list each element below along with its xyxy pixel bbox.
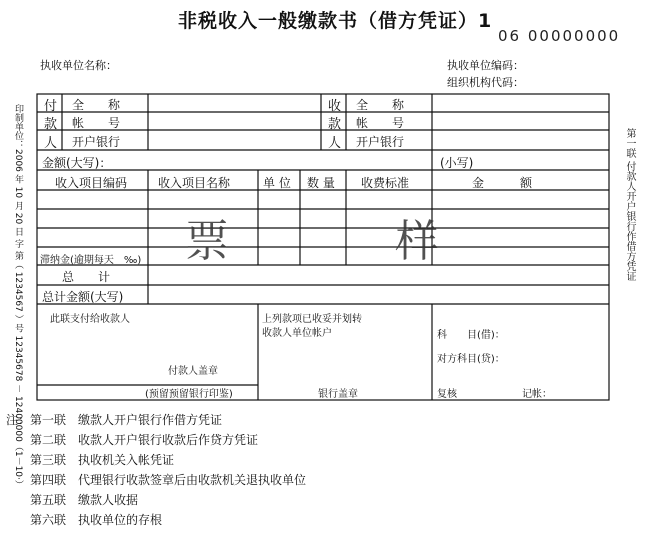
serial-number: 06 00000000 — [498, 27, 621, 45]
note-line: 第五联 缴款人收据 — [6, 493, 139, 507]
printer-info-text: 印制单位：2006 年 10 月 20 日 字 第（ 1234567 ）号 12345678 － 12400000（1－10·） — [13, 104, 23, 489]
sample-stamp-right: 样 — [395, 216, 439, 267]
col-header-amount: 金 额 — [472, 176, 533, 190]
payer-side-label-2: 款 — [44, 117, 58, 132]
bookkeeper-label: 记帐： — [522, 389, 552, 400]
col-header-quantity: 数 量 — [307, 176, 335, 190]
payee-account-label: 帐 号 — [356, 116, 405, 130]
payee-side-label-1: 收 — [328, 99, 342, 114]
amount-lower-label: (小写) — [440, 156, 474, 170]
col-header-item-code: 收入项目编码 — [55, 176, 128, 190]
payer-side-label-1: 付 — [44, 99, 58, 114]
collecting-unit-code-label: 执收单位编码： — [447, 59, 524, 72]
total-label: 总 计 — [62, 270, 111, 284]
debit-account-label: 科 目(借)： — [437, 330, 505, 341]
note-line: 注：第一联 缴款人开户银行作借方凭证 — [6, 413, 223, 427]
footer-mid-note-2: 收款人单位帐户 — [262, 328, 332, 339]
col-header-unit: 单 位 — [263, 176, 291, 190]
note-line: 第四联 代理银行收款签章后由收款机关退执收单位 — [6, 473, 307, 487]
note-line: 第二联 收款人开户银行收款后作贷方凭证 — [6, 433, 259, 447]
collecting-unit-label: 执收单位名称： — [40, 59, 117, 72]
payee-side-label-2: 款 — [328, 117, 342, 132]
payer-seal-sub-label: (预留预留银行印鉴) — [145, 389, 233, 400]
org-code-label: 组织机构代码： — [447, 76, 524, 89]
copy-purpose-text: 第一联 付款人开户银行作借方凭证 — [624, 128, 635, 282]
footer-mid-note-1: 上列款项已收妥并划转 — [262, 314, 362, 325]
sample-stamp-left: 票 — [185, 216, 229, 267]
grand-total-label: 总计金额(大写) — [42, 290, 124, 304]
payer-seal-label: 付款人盖章 — [168, 366, 218, 377]
col-header-fee-standard: 收费标准 — [361, 176, 410, 190]
note-line: 第六联 执收单位的存根 — [6, 513, 163, 527]
payee-side-label-3: 人 — [328, 136, 342, 151]
col-header-item-name: 收入项目名称 — [158, 176, 231, 190]
payer-side-label-3: 人 — [44, 136, 58, 151]
bank-seal-label: 银行盖章 — [318, 389, 358, 400]
payer-account-label: 帐 号 — [72, 116, 121, 130]
review-label: 复核 — [437, 389, 457, 400]
copy-notes — [6, 410, 306, 530]
payer-name-label: 全 称 — [72, 98, 121, 112]
late-fee-label: 滞纳金(逾期每天 ‰) — [40, 255, 142, 266]
amount-upper-label: 金额(大写)： — [42, 156, 112, 170]
document-title: 非税收入一般缴款书（借方凭证）1 — [178, 10, 493, 32]
footer-left-note: 此联支付给收款人 — [50, 314, 130, 325]
payer-bank-label: 开户银行 — [72, 135, 121, 149]
payee-bank-label: 开户银行 — [356, 135, 405, 149]
payee-name-label: 全 称 — [356, 98, 405, 112]
credit-account-label: 对方科目(贷)： — [437, 354, 505, 365]
note-line: 第三联 执收机关入帐凭证 — [6, 453, 175, 467]
